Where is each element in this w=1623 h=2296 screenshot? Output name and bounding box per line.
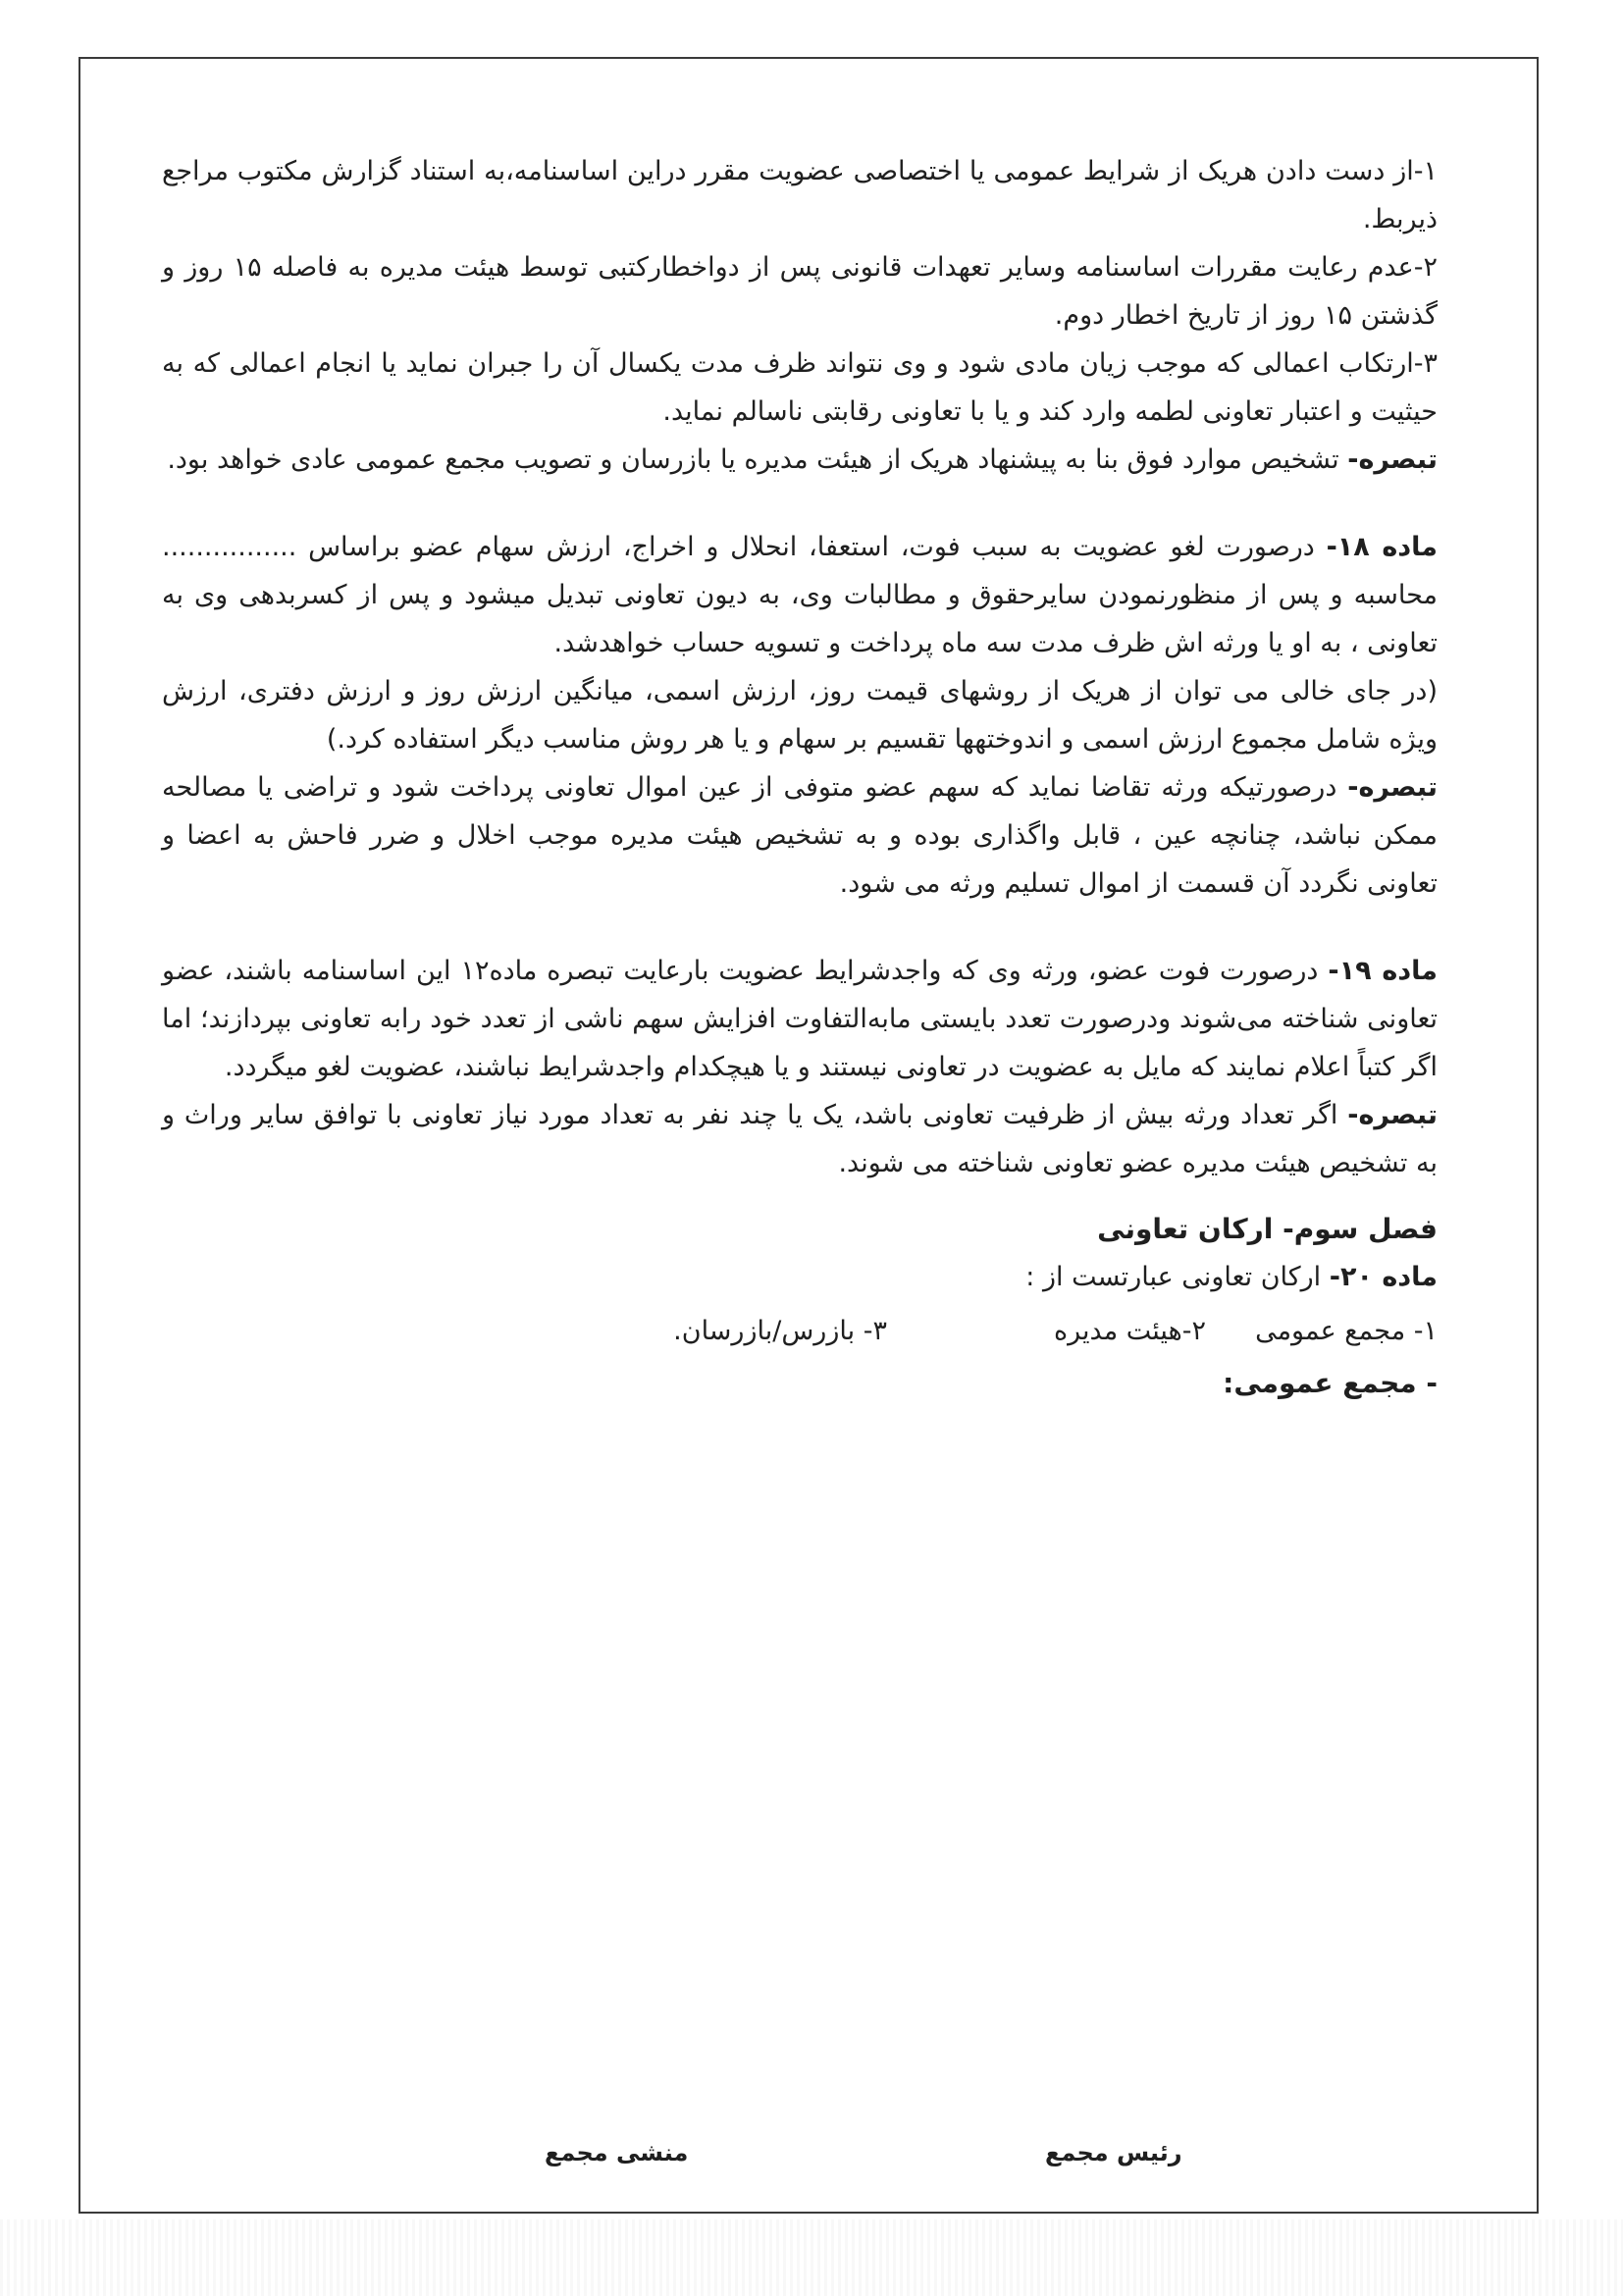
- note-article-19: تبصره- اگر تعداد ورثه بیش از ظرفیت تعاونی باشد، یک یا چند نفر به تعداد مورد نیاز تعاونی با توافق سایر وراث و به تشخیص هیئت مدیره عضو تعاونی شناخته می شوند.: [162, 1100, 1438, 1178]
- scan-noise: [0, 2219, 1623, 2296]
- article-20: ماده ۲۰- ارکان تعاونی عبارتست از :: [1025, 1262, 1438, 1292]
- note-clauses: تبصره- تشخیص موارد فوق بنا به پیشنهاد هریک از هیئت مدیره یا بازرسان و تصویب مجمع عمومی عادی خواهد بود.: [167, 444, 1438, 475]
- pillar-item: ۱- مجمع عمومی: [1255, 1316, 1438, 1346]
- article-18-explanation: (در جای خالی می توان از هریک از روشهای قیمت روز، ارزش اسمی، میانگین ارزش روز و ارزش دفتری، ارزش ویژه شامل مجموع ارزش اسمی و اندوختهها تقسیم بر سهام و یا هر روش مناسب دیگر استفاده کرد.): [162, 676, 1438, 755]
- clause-1: ۱-از دست دادن هریک از شرایط عمومی یا اختصاصی عضویت مقرر دراین اساسنامه،به استناد گزارش مکتوب مراجع ذیربط.: [162, 156, 1438, 235]
- note-article-18: تبصره- درصورتیکه ورثه تقاضا نماید که سهم عضو متوفی از عین اموال تعاونی پرداخت شود و تراضی یا مصالحه ممکن نباشد، چنانچه عین ، قابل واگذاری بوده و به تشخیص هیئت مدیره موجب اخلال و ضرر فاحش به اعضا و تعاونی نگردد آن قسمت از اموال تسلیم ورثه می شود.: [162, 772, 1438, 899]
- document-body: [162, 147, 1438, 1407]
- chapter-title: فصل سوم- ارکان تعاونی: [1097, 1213, 1438, 1245]
- pillar-item: ۲-هیئت مدیره: [1053, 1316, 1207, 1346]
- article-18: ماده ۱۸- درصورت لغو عضویت به سبب فوت، استعفا، انحلال و اخراج، ارزش سهام عضو براساس ................ محاسبه و پس از منظورنمودن سایرحقوق و مطالبات وی، به دیون تعاونی تبدیل میشود و پس از کسربدهی وی به تعاونی ، به او یا ورثه اش ظرف مدت سه ماه پرداخت و تسویه حساب خواهدشد.: [162, 532, 1438, 658]
- pillar-item: ۳- بازرس/بازرسان.: [673, 1316, 887, 1346]
- article-19: ماده ۱۹- درصورت فوت عضو، ورثه وی که واجدشرایط عضویت بارعایت تبصره ماده۱۲ این اساسنامه باشند، عضو تعاونی شناخته می‌شوند ودرصورت تعدد بایستی مابه‌التفاوت افزایش سهم ناشی از تعدد خود رابه تعاونی بپردازند؛ اما اگر کتباً اعلام نمایند که مایل به عضویت در تعاونی نیستند و یا هیچکدام واجدشرایط نباشند، عضویت لغو میگردد.: [162, 956, 1438, 1082]
- chairman-signature-label: رئیس مجمع: [1045, 2139, 1182, 2166]
- clause-2: ۲-عدم رعایت مقررات اساسنامه وسایر تعهدات قانونی پس از دواخطارکتبی توسط هیئت مدیره به فاصله ۱۵ روز و گذشتن ۱۵ روز از تاریخ اخطار دوم.: [162, 252, 1438, 331]
- secretary-signature-label: منشی مجمع: [545, 2139, 689, 2166]
- general-assembly-heading: - مجمع عمومی:: [1223, 1367, 1438, 1399]
- clause-3: ۳-ارتکاب اعمالی که موجب زیان مادی شود و وی نتواند ظرف مدت یکسال آن را جبران نماید یا انجام اعمالی که به حیثیت و اعتبار تعاونی لطمه وارد کند و یا با تعاونی رقابتی ناسالم نماید.: [162, 348, 1438, 427]
- pillars-list: [162, 1307, 1438, 1355]
